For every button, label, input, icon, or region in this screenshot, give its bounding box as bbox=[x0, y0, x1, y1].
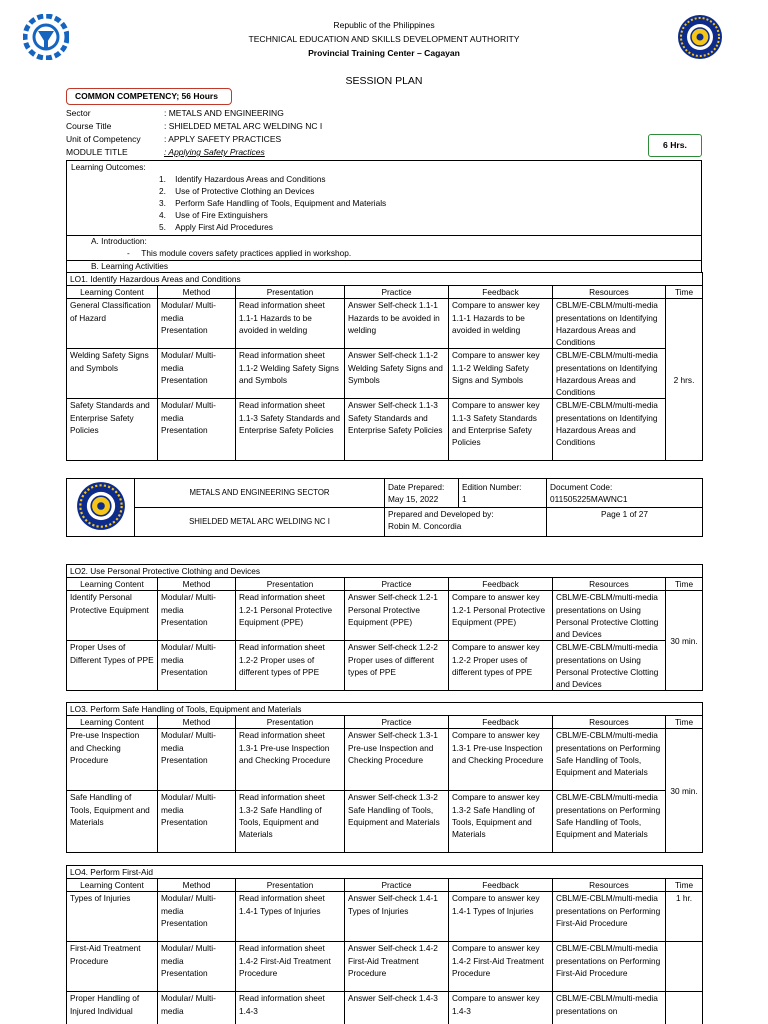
cell-resources: CBLM/E-CBLM/multi-media presentations on Identifying Hazardous Areas and Conditions bbox=[553, 399, 666, 461]
info-key: Course Title bbox=[66, 121, 112, 131]
cell-resources: CBLM/E-CBLM/multi-media presentations on Using Personal Protective Clotting and Devices bbox=[553, 591, 666, 641]
col-presentation: Presentation bbox=[236, 879, 345, 892]
col-method: Method bbox=[158, 716, 236, 729]
col-resources: Resources bbox=[553, 879, 666, 892]
col-method: Method bbox=[158, 879, 236, 892]
col-practice: Practice bbox=[345, 286, 449, 299]
cell-content: Identify Personal Protective Equipment bbox=[67, 591, 158, 641]
learning-activities-label: B. Learning Activities bbox=[91, 261, 169, 271]
hours-badge: 6 Hrs. bbox=[648, 134, 702, 157]
footer-edition-label: Edition Number: bbox=[462, 481, 522, 492]
introduction-label: A. Introduction: bbox=[91, 236, 147, 246]
header-agency: TECHNICAL EDUCATION AND SKILLS DEVELOPMENT AUTHORITY bbox=[248, 34, 520, 44]
table-row bbox=[67, 791, 703, 853]
cell-method: Modular/ Multi-media Presentation bbox=[158, 349, 236, 399]
cell-content: Proper Uses of Different Types of PPE bbox=[67, 641, 158, 691]
table-row bbox=[67, 942, 703, 992]
lo4-title: LO4. Perform First-Aid bbox=[67, 866, 703, 879]
cell-resources: CBLM/E-CBLM/multi-media presentations on bbox=[553, 992, 666, 1024]
cell-presentation: Read information sheet 1.4-2 First-Aid Treatment Procedure bbox=[236, 942, 345, 992]
col-learning-content: Learning Content bbox=[67, 578, 158, 591]
cell-method: Modular/ Multi-media Presentation bbox=[158, 729, 236, 791]
cell-content: General Classification of Hazard bbox=[67, 299, 158, 349]
col-feedback: Feedback bbox=[449, 716, 553, 729]
col-feedback: Feedback bbox=[449, 879, 553, 892]
info-key: Unit of Competency bbox=[66, 134, 141, 144]
cell-method: Modular/ Multi-media Presentation bbox=[158, 299, 236, 349]
table-header-row bbox=[67, 716, 703, 729]
table-row bbox=[67, 299, 703, 349]
cell-resources: CBLM/E-CBLM/multi-media presentations on Using Personal Protective Clotting and Devices bbox=[553, 641, 666, 691]
col-resources: Resources bbox=[553, 578, 666, 591]
table-row bbox=[67, 729, 703, 791]
cell-practice: Answer Self-check 1.3-2 Safe Handling of Tools, Equipment and Materials bbox=[345, 791, 449, 853]
header-republic: Republic of the Philippines bbox=[333, 20, 435, 30]
cell-feedback: Compare to answer key 1.1-2 Welding Safety Signs and Symbols bbox=[449, 349, 553, 399]
cell-content: Safety Standards and Enterprise Safety Policies bbox=[67, 399, 158, 461]
col-practice: Practice bbox=[345, 578, 449, 591]
col-time: Time bbox=[666, 578, 703, 591]
cell-resources: CBLM/E-CBLM/multi-media presentations on Performing First-Aid Procedure bbox=[553, 892, 666, 942]
footer-sector: METALS AND ENGINEERING SECTOR bbox=[135, 479, 385, 508]
cell-presentation: Read information sheet 1.4-3 bbox=[236, 992, 345, 1024]
col-learning-content: Learning Content bbox=[67, 716, 158, 729]
lo2-title: LO2. Use Personal Protective Clothing and Devices bbox=[67, 565, 703, 578]
cell-practice: Answer Self-check 1.3-1 Pre-use Inspection and Checking Procedure bbox=[345, 729, 449, 791]
outcome-item: 4. Use of Fire Extinguishers bbox=[159, 210, 268, 220]
cell-feedback: Compare to answer key 1.2-1 Personal Protective Equipment (PPE) bbox=[449, 591, 553, 641]
lo3-table bbox=[66, 702, 703, 853]
document-footer bbox=[66, 478, 703, 537]
footer-seal-logo bbox=[76, 481, 126, 531]
col-practice: Practice bbox=[345, 716, 449, 729]
cell-resources: CBLM/E-CBLM/multi-media presentations on Performing Safe Handling of Tools, Equipment and Materials bbox=[553, 791, 666, 853]
cell-resources: CBLM/E-CBLM/multi-media presentations on Identifying Hazardous Areas and Conditions bbox=[553, 299, 666, 349]
table-row bbox=[67, 591, 703, 641]
cell-presentation: Read information sheet 1.4-1 Types of Injuries bbox=[236, 892, 345, 942]
col-learning-content: Learning Content bbox=[67, 879, 158, 892]
col-time: Time bbox=[666, 879, 703, 892]
cell-presentation: Read information sheet 1.2-1 Personal Protective Equipment (PPE) bbox=[236, 591, 345, 641]
cell-content: Pre-use Inspection and Checking Procedure bbox=[67, 729, 158, 791]
table-row bbox=[67, 992, 703, 1024]
col-presentation: Presentation bbox=[236, 716, 345, 729]
lo1-title: LO1. Identify Hazardous Areas and Conditions bbox=[67, 273, 703, 286]
cell-content: Types of Injuries bbox=[67, 892, 158, 942]
cell-method: Modular/ Multi-media Presentation bbox=[158, 942, 236, 992]
cell-practice: Answer Self-check 1.2-2 Proper uses of different types of PPE bbox=[345, 641, 449, 691]
cell-practice: Answer Self-check 1.4-2 First-Aid Treatment Procedure bbox=[345, 942, 449, 992]
table-row bbox=[67, 892, 703, 942]
footer-date-value: May 15, 2022 bbox=[388, 494, 439, 505]
col-resources: Resources bbox=[553, 716, 666, 729]
table-header-row bbox=[67, 578, 703, 591]
cell-feedback: Compare to answer key 1.3-2 Safe Handling of Tools, Equipment and Materials bbox=[449, 791, 553, 853]
cell-method: Modular/ Multi-media Presentation bbox=[158, 892, 236, 942]
cell-practice: Answer Self-check 1.1-1 Hazards to be avoided in welding bbox=[345, 299, 449, 349]
cell-feedback: Compare to answer key 1.1-3 Safety Standards and Enterprise Safety Policies bbox=[449, 399, 553, 461]
lo2-table bbox=[66, 564, 703, 691]
footer-doc-value: 011505225MAWNC1 bbox=[550, 494, 628, 505]
learning-outcomes-label: Learning Outcomes: bbox=[71, 162, 146, 172]
footer-course: SHIELDED METAL ARC WELDING NC I bbox=[135, 508, 385, 537]
cell-presentation: Read information sheet 1.1-2 Welding Safety Signs and Symbols bbox=[236, 349, 345, 399]
outcome-item: 1. Identify Hazardous Areas and Conditions bbox=[159, 174, 326, 184]
cell-feedback: Compare to answer key 1.1-1 Hazards to be avoided in welding bbox=[449, 299, 553, 349]
col-presentation: Presentation bbox=[236, 578, 345, 591]
cell-feedback: Compare to answer key 1.4-1 Types of Injuries bbox=[449, 892, 553, 942]
col-learning-content: Learning Content bbox=[67, 286, 158, 299]
col-presentation: Presentation bbox=[236, 286, 345, 299]
cell-resources: CBLM/E-CBLM/multi-media presentations on Performing Safe Handling of Tools, Equipment and Materials bbox=[553, 729, 666, 791]
col-resources: Resources bbox=[553, 286, 666, 299]
table-row bbox=[67, 349, 703, 399]
cell-method: Modular/ Multi-media Presentation bbox=[158, 791, 236, 853]
footer-prepared-label: Prepared and Developed by: bbox=[388, 509, 494, 520]
cell-time: 2 hrs. bbox=[666, 299, 703, 461]
session-plan-title: SESSION PLAN bbox=[345, 75, 423, 87]
cell-presentation: Read information sheet 1.3-2 Safe Handling of Tools, Equipment and Materials bbox=[236, 791, 345, 853]
cell-content: Safe Handling of Tools, Equipment and Materials bbox=[67, 791, 158, 853]
info-value: : APPLY SAFETY PRACTICES bbox=[164, 134, 282, 144]
info-value: : METALS AND ENGINEERING bbox=[164, 108, 284, 118]
cell-feedback: Compare to answer key 1.3-1 Pre-use Inspection and Checking Procedure bbox=[449, 729, 553, 791]
cell-presentation: Read information sheet 1.2-2 Proper uses of different types of PPE bbox=[236, 641, 345, 691]
cell-resources: CBLM/E-CBLM/multi-media presentations on Identifying Hazardous Areas and Conditions bbox=[553, 349, 666, 399]
col-time: Time bbox=[666, 716, 703, 729]
lo1-table bbox=[66, 272, 703, 461]
learning-outcomes-box bbox=[66, 160, 702, 261]
cell-method: Modular/ Multi-media bbox=[158, 992, 236, 1024]
table-header-row bbox=[67, 879, 703, 892]
cell-content: Welding Safety Signs and Symbols bbox=[67, 349, 158, 399]
outcome-item: 3. Perform Safe Handling of Tools, Equipment and Materials bbox=[159, 198, 387, 208]
lo4-table bbox=[66, 865, 703, 1024]
info-value: : Applying Safety Practices bbox=[164, 147, 265, 157]
introduction-text: - This module covers safety practices applied in workshop. bbox=[127, 248, 352, 258]
cell-feedback: Compare to answer key 1.2-2 Proper uses of different types of PPE bbox=[449, 641, 553, 691]
lo3-title: LO3. Perform Safe Handling of Tools, Equipment and Materials bbox=[67, 703, 703, 716]
col-time: Time bbox=[666, 286, 703, 299]
footer-date-label: Date Prepared: bbox=[388, 481, 445, 492]
cell-time: 1 hr. bbox=[666, 892, 703, 942]
footer-page-number: Page 1 of 27 bbox=[547, 508, 703, 537]
cell-method: Modular/ Multi-media Presentation bbox=[158, 399, 236, 461]
cell-presentation: Read information sheet 1.1-3 Safety Standards and Enterprise Safety Policies bbox=[236, 399, 345, 461]
table-row bbox=[67, 399, 703, 461]
cell-practice: Answer Self-check 1.4-1 Types of Injuries bbox=[345, 892, 449, 942]
cell-practice: Answer Self-check 1.4-3 bbox=[345, 992, 449, 1024]
cell-content: First-Aid Treatment Procedure bbox=[67, 942, 158, 992]
cell-resources: CBLM/E-CBLM/multi-media presentations on Performing First-Aid Procedure bbox=[553, 942, 666, 992]
footer-doc-label: Document Code: bbox=[550, 481, 613, 492]
col-feedback: Feedback bbox=[449, 286, 553, 299]
table-row bbox=[67, 641, 703, 691]
col-method: Method bbox=[158, 286, 236, 299]
cell-practice: Answer Self-check 1.2-1 Personal Protective Equipment (PPE) bbox=[345, 591, 449, 641]
col-feedback: Feedback bbox=[449, 578, 553, 591]
cell-presentation: Read information sheet 1.1-1 Hazards to be avoided in welding bbox=[236, 299, 345, 349]
cell-feedback: Compare to answer key 1.4-3 bbox=[449, 992, 553, 1024]
competency-badge: COMMON COMPETENCY; 56 Hours bbox=[66, 88, 232, 105]
info-key: Sector bbox=[66, 108, 91, 118]
cell-practice: Answer Self-check 1.1-3 Safety Standards and Enterprise Safety Policies bbox=[345, 399, 449, 461]
cell-practice: Answer Self-check 1.1-2 Welding Safety Signs and Symbols bbox=[345, 349, 449, 399]
outcome-item: 2. Use of Protective Clothing an Devices bbox=[159, 186, 315, 196]
cell-feedback: Compare to answer key 1.4-2 First-Aid Treatment Procedure bbox=[449, 942, 553, 992]
cell-time: 30 min. bbox=[666, 591, 703, 691]
footer-prepared-value: Robin M. Concordia bbox=[388, 521, 462, 532]
col-practice: Practice bbox=[345, 879, 449, 892]
outcome-item: 5. Apply First Aid Procedures bbox=[159, 222, 273, 232]
table-header-row bbox=[67, 286, 703, 299]
cell-content: Proper Handling of Injured Individual bbox=[67, 992, 158, 1024]
footer-edition-value: 1 bbox=[462, 494, 467, 505]
cell-method: Modular/ Multi-media Presentation bbox=[158, 641, 236, 691]
info-value: : SHIELDED METAL ARC WELDING NC I bbox=[164, 121, 323, 131]
info-key: MODULE TITLE bbox=[66, 147, 128, 157]
col-method: Method bbox=[158, 578, 236, 591]
cell-presentation: Read information sheet 1.3-1 Pre-use Inspection and Checking Procedure bbox=[236, 729, 345, 791]
cell-time: 30 min. bbox=[666, 729, 703, 853]
cell-method: Modular/ Multi-media Presentation bbox=[158, 591, 236, 641]
header-center: Provincial Training Center – Cagayan bbox=[308, 48, 460, 58]
